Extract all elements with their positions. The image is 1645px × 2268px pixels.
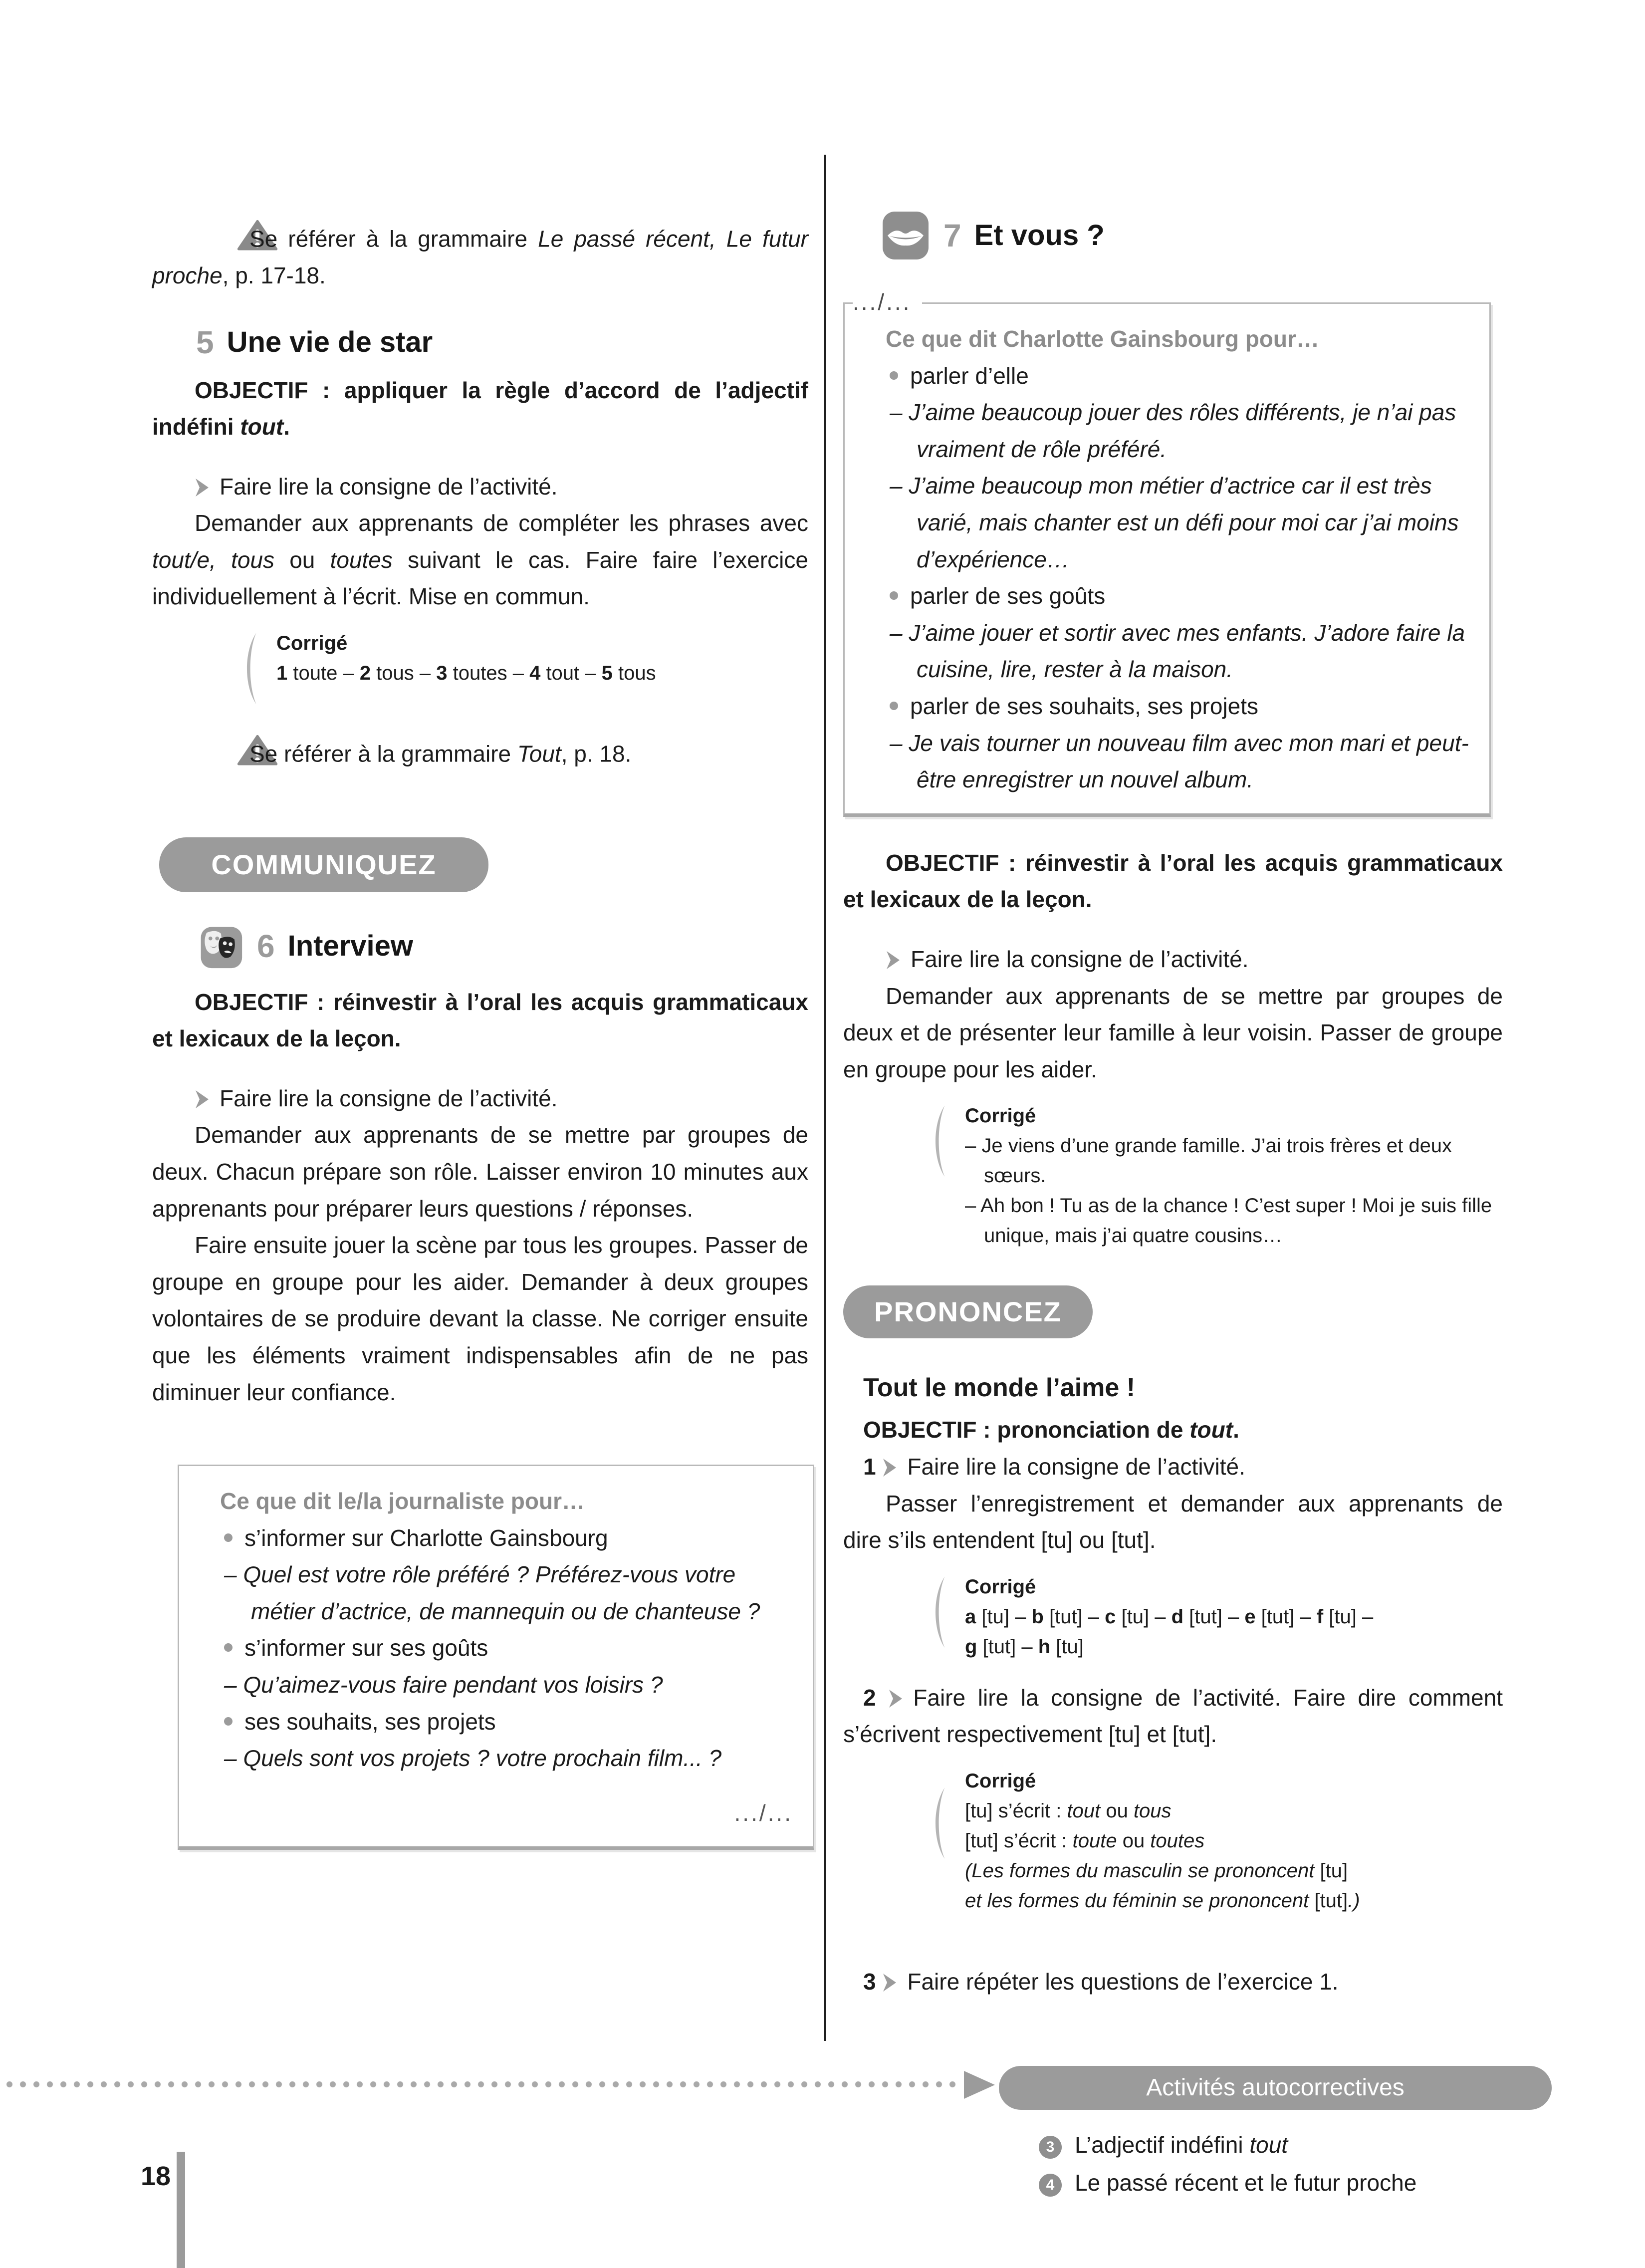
corrige-line: et les formes du féminin se prononcent [tut].)	[965, 1890, 1360, 1912]
list-item: – Qu’aimez-vous faire pendant vos loisirs ?	[224, 1672, 663, 1698]
dotted-leader-line	[5, 2080, 960, 2089]
corrige-paren-icon	[928, 1572, 950, 1662]
charlotte-box	[843, 289, 1491, 817]
circled-number-icon: 3	[1039, 2136, 1062, 2159]
list-item: parler de ses goûts	[886, 578, 1469, 615]
bullet-icon	[890, 591, 898, 600]
corrige-block-7	[928, 1101, 1503, 1251]
list-item: – Je vais tourner un nouveau film avec mon mari et peut-être enregistrer un nouvel album.	[890, 730, 1469, 793]
prononcez-activity-title: Tout le monde l’aime !	[863, 1373, 1136, 1403]
step-2: 2 Faire lire la consigne de l’activité. Faire dire comment s’écrivent respectivement [tu] et [tut].	[843, 1680, 1503, 1753]
corrige-line: g [tut] – h [tu]	[965, 1635, 1084, 1658]
lips-icon	[881, 210, 931, 261]
box-title: Ce que dit le/la journaliste pour…	[220, 1488, 585, 1514]
left-column	[152, 220, 808, 1850]
corrige-line: [tut] s’écrit : toute ou toutes	[965, 1830, 1205, 1852]
corrige-line: (Les formes du masculin se prononcent [tu]	[965, 1860, 1348, 1882]
corrige-answers: 1 toute – 2 tous – 3 toutes – 4 tout – 5 tous	[276, 662, 656, 685]
section-title: Et vous ?	[974, 219, 1105, 252]
consigne-7: Faire lire la consigne de l’activité.	[843, 941, 1503, 978]
box-title: Ce que dit Charlotte Gainsbourg pour…	[886, 326, 1319, 352]
warning-icon	[195, 220, 235, 250]
step-1: 1 Faire lire la consigne de l’activité.	[843, 1449, 1503, 1486]
note-text: Se référer à la grammaire Le passé récent, Le futur proche, p. 17-18.	[152, 226, 808, 288]
page-number: 18	[141, 2161, 171, 2191]
bullet-icon	[890, 702, 898, 710]
section-number: 6	[257, 928, 275, 964]
chevron-right-icon	[888, 1682, 903, 1700]
page-number-bar	[177, 2152, 185, 2268]
corrige-paren-icon	[928, 1766, 950, 1916]
corrige-label: Corrigé	[276, 632, 348, 655]
section-7-heading	[843, 210, 1503, 261]
bullet-icon	[890, 371, 898, 380]
paragraph-5: Demander aux apprenants de compléter les phrases avec tout/e, tous ou toutes suivant le cas. Faire faire l’exercice individuellement à l’écrit. Mise en commun.	[152, 510, 808, 610]
grammar-reference-note-1	[152, 220, 808, 294]
continuation-mark: .../...	[853, 284, 922, 321]
objectif-5: OBJECTIF : appliquer la règle d’accord de l’adjectif indéfini tout.	[152, 377, 808, 440]
list-item: parler d’elle	[886, 358, 1469, 395]
chevron-right-icon	[195, 471, 210, 489]
list-item: s’informer sur Charlotte Gainsbourg	[220, 1520, 793, 1557]
list-item: – J’aime jouer et sortir avec mes enfants. J’adore faire la cuisine, lire, rester à la maison.	[890, 619, 1465, 683]
warning-icon	[195, 735, 235, 764]
corrige-block-pron-2	[928, 1766, 1503, 1916]
bullet-icon	[224, 1533, 233, 1542]
paragraph-prononcez-1: Passer l’enregistrement et demander aux apprenants de dire s’ils entendent [tu] ou [tut].	[843, 1490, 1503, 1553]
arrowhead-icon	[964, 2071, 995, 2099]
column-divider	[824, 155, 826, 2041]
chevron-right-icon	[882, 1451, 897, 1469]
objectif-7: OBJECTIF : réinvestir à l’oral les acquis grammaticaux et lexicaux de la leçon.	[843, 849, 1503, 913]
corrige-line: – Je viens d’une grande famille. J’ai trois frères et deux sœurs.	[965, 1135, 1452, 1187]
list-item: ses souhaits, ses projets	[220, 1704, 793, 1741]
objectif-prononcez: OBJECTIF : prononciation de tout.	[863, 1417, 1239, 1443]
journalist-box	[178, 1465, 814, 1850]
paragraph-7: Demander aux apprenants de se mettre par groupes de deux et de présenter leur famille à leur voisin. Passer de groupe en groupe pour les aider.	[843, 983, 1503, 1082]
section-number: 5	[196, 324, 214, 360]
list-item: – J’aime beaucoup jouer des rôles différents, je n’ai pas vraiment de rôle préféré.	[890, 399, 1456, 462]
bullet-icon	[224, 1643, 233, 1652]
objectif-6: OBJECTIF : réinvestir à l’oral les acquis grammaticaux et lexicaux de la leçon.	[152, 989, 808, 1052]
chevron-right-icon	[882, 1966, 897, 1984]
autocorrective-item: 4 Le passé récent et le futur proche	[1039, 2165, 1416, 2202]
section-number: 7	[943, 218, 961, 253]
section-5-heading	[152, 326, 808, 358]
corrige-label: Corrigé	[965, 1575, 1036, 1598]
corrige-line: [tu] s’écrit : tout ou tous	[965, 1800, 1172, 1822]
consigne-6: Faire lire la consigne de l’activité.	[152, 1080, 808, 1117]
autocorrective-item: 3 L’adjectif indéfini tout	[1039, 2127, 1288, 2164]
section-title: Une vie de star	[227, 325, 433, 358]
corrige-block-5	[239, 628, 808, 715]
bullet-icon	[224, 1717, 233, 1726]
corrige-line: – Ah bon ! Tu as de la chance ! C’est super ! Moi je suis fille unique, mais j’ai quatre cousins…	[965, 1195, 1492, 1247]
list-item: – Quels sont vos projets ? votre prochain film... ?	[224, 1745, 722, 1771]
corrige-line: a [tu] – b [tut] – c [tu] – d [tut] – e [tut] – f [tu] –	[965, 1605, 1374, 1628]
section-title: Interview	[287, 929, 414, 962]
corrige-block-pron-1	[928, 1572, 1503, 1662]
list-item: s’informer sur ses goûts	[220, 1630, 793, 1667]
autocorrectives-bar: Activités autocorrectives	[999, 2066, 1552, 2110]
corrige-paren-icon	[239, 628, 261, 715]
paragraph-6a: Demander aux apprenants de se mettre par groupes de deux. Chacun prépare son rôle. Laisser environ 10 minutes aux apprenants pour préparer leurs questions / réponses.	[152, 1122, 808, 1222]
theater-masks-icon	[196, 922, 244, 970]
section-6-heading	[152, 922, 808, 970]
step-3: 3 Faire répéter les questions de l’exercice 1.	[843, 1964, 1503, 2001]
continuation-mark: .../...	[734, 1799, 793, 1826]
corrige-label: Corrigé	[965, 1105, 1036, 1127]
consigne-5: Faire lire la consigne de l’activité.	[152, 469, 808, 505]
paragraph-6b: Faire ensuite jouer la scène par tous les groupes. Passer de groupe en groupe pour les aider. Demander à deux groupes volontaires de se produire devant la classe. Ne corriger ensuite que les éléments vraiment indispensables afin de ne pas diminuer leur confiance.	[152, 1232, 808, 1405]
circled-number-icon: 4	[1039, 2174, 1062, 2197]
list-item: parler de ses souhaits, ses projets	[886, 688, 1469, 725]
grammar-reference-note-2	[152, 735, 808, 772]
note-text: Se référer à la grammaire Tout, p. 18.	[249, 740, 632, 766]
prononcez-badge: PRONONCEZ	[843, 1285, 1093, 1338]
chevron-right-icon	[195, 1082, 210, 1100]
chevron-right-icon	[886, 943, 901, 961]
corrige-paren-icon	[928, 1101, 950, 1251]
list-item: – Quel est votre rôle préféré ? Préférez-vous votre métier d’actrice, de mannequin ou de chanteuse ?	[224, 1561, 760, 1624]
list-item: – J’aime beaucoup mon métier d’actrice car il est très varié, mais chanter est un défi pour moi car j’ai moins d’expérience…	[890, 473, 1459, 572]
right-column	[843, 210, 1503, 2001]
corrige-label: Corrigé	[965, 1770, 1036, 1792]
communiquez-badge: COMMUNIQUEZ	[159, 837, 488, 892]
